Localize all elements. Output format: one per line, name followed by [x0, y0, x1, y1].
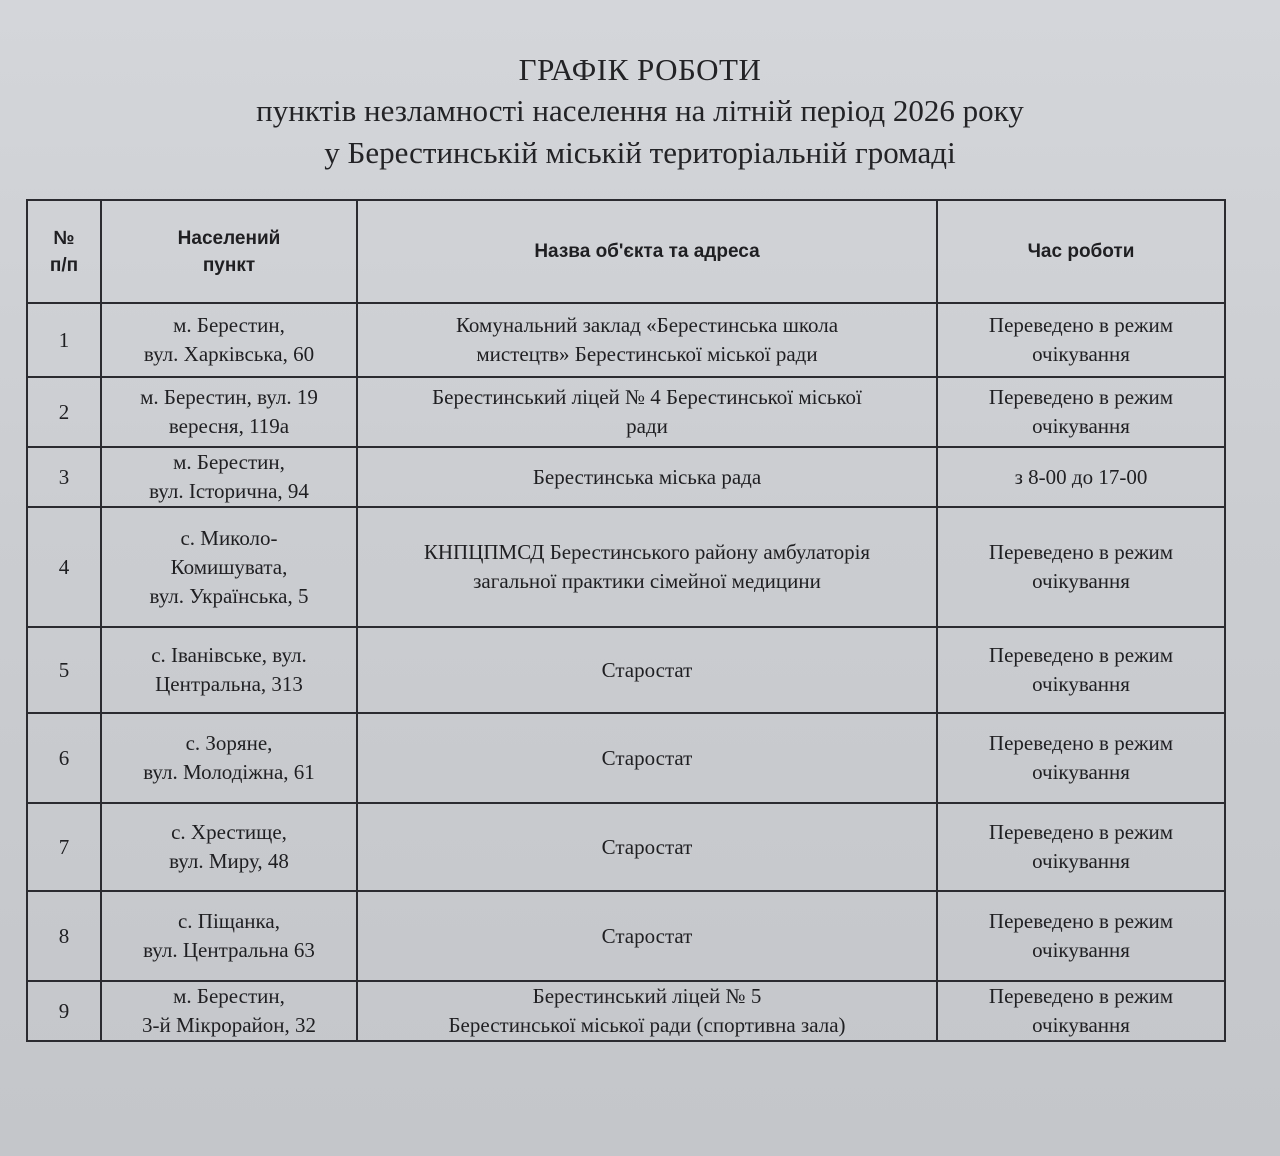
object-name-cell — [357, 803, 937, 891]
work-time-line: Переведено в режим — [988, 984, 1174, 1008]
object-name-cell — [357, 981, 937, 1041]
object-name-cell — [357, 891, 937, 981]
work-time-cell — [937, 891, 1225, 981]
row-number: 9 — [58, 998, 70, 1023]
object-name-cell — [357, 447, 937, 507]
object-name-cell — [357, 377, 937, 447]
location-line: вул. Миру, 48 — [169, 849, 289, 873]
object-name-line: Старостат — [601, 923, 693, 948]
table-row — [27, 891, 1225, 981]
work-time-cell — [937, 713, 1225, 803]
row-number: 5 — [58, 657, 70, 682]
work-time-cell — [937, 303, 1225, 377]
table-row — [27, 447, 1225, 507]
location-line: вул. Українська, 5 — [149, 583, 309, 608]
work-time-line: очікування — [1032, 342, 1130, 366]
location-cell — [101, 891, 357, 981]
work-time-line: Переведено в режим — [988, 731, 1174, 755]
header-object-name: Назва об'єкта та адреса — [357, 200, 937, 303]
location-line: вул. Молодіжна, 61 — [143, 760, 315, 784]
cropped-top-text — [720, 0, 1080, 8]
row-number-cell — [27, 713, 101, 803]
row-number: 3 — [58, 464, 70, 489]
location-cell — [101, 981, 357, 1041]
work-time-line: очікування — [1032, 760, 1130, 784]
work-time-cell — [937, 981, 1225, 1041]
location-line: с. Піщанка, — [177, 909, 280, 933]
object-name-line: мистецтв» Берестинської міської ради — [476, 342, 818, 366]
table-row — [27, 303, 1225, 377]
work-time-line: очікування — [1032, 414, 1130, 438]
object-name-cell — [357, 507, 937, 627]
location-line: м. Берестин, — [173, 313, 285, 337]
object-name-line: Комунальний заклад «Берестинська школа — [455, 313, 839, 337]
location-line: вересня, 119а — [168, 414, 290, 438]
work-time-line: Переведено в режим — [988, 313, 1174, 337]
object-name-line: Берестинський ліцей № 5 — [532, 984, 762, 1008]
document-subtitle-line1: пунктів незламності населення на літній період 2026 року — [256, 93, 1024, 128]
object-name-line: Берестинський ліцей № 4 Берестинської міської — [432, 385, 862, 409]
object-name-cell — [357, 627, 937, 713]
object-name-line: загальної практики сімейної медицини — [473, 569, 821, 593]
location-cell — [101, 507, 357, 627]
object-name-line: Старостат — [601, 745, 693, 770]
work-time-line: очікування — [1032, 569, 1130, 593]
table-row — [27, 377, 1225, 447]
row-number: 2 — [58, 399, 70, 424]
work-time-cell — [937, 507, 1225, 627]
table-row — [27, 803, 1225, 891]
header-num: № п/п — [27, 200, 101, 303]
row-number: 4 — [58, 554, 70, 579]
row-number: 6 — [58, 745, 70, 770]
row-number-cell — [27, 303, 101, 377]
location-cell — [101, 377, 357, 447]
row-number: 7 — [58, 834, 70, 859]
work-time-line: Переведено в режим — [988, 643, 1174, 667]
header-location: Населений пункт — [101, 200, 357, 303]
location-cell — [101, 627, 357, 713]
object-name-line: Берестинської міської ради (спортивна зала) — [448, 1013, 846, 1037]
object-name-line: Старостат — [601, 657, 693, 682]
row-number-cell — [27, 627, 101, 713]
document-subtitle-line2: у Берестинській міській територіальній громаді — [324, 135, 956, 170]
work-time-line: Переведено в режим — [988, 909, 1174, 933]
work-time-line: з 8-00 до 17-00 — [1014, 464, 1148, 489]
table-header-row — [27, 200, 1225, 303]
location-line: с. Зоряне, — [185, 731, 273, 755]
table-body — [27, 303, 1225, 1041]
row-number-cell — [27, 803, 101, 891]
table-row — [27, 981, 1225, 1041]
location-line: вул. Центральна 63 — [143, 938, 315, 962]
location-cell — [101, 447, 357, 507]
work-time-line: очікування — [1032, 849, 1130, 873]
location-cell — [101, 303, 357, 377]
row-number: 1 — [58, 327, 70, 352]
location-line: вул. Харківська, 60 — [143, 342, 315, 366]
document-title: ГРАФІК РОБОТИ — [518, 52, 762, 87]
row-number-cell — [27, 377, 101, 447]
location-line: с. Миколо- — [180, 525, 278, 550]
row-number: 8 — [58, 923, 70, 948]
row-number-cell — [27, 981, 101, 1041]
row-number-cell — [27, 507, 101, 627]
object-name-cell — [357, 713, 937, 803]
location-line: м. Берестин, — [173, 450, 285, 474]
location-line: вул. Історична, 94 — [149, 479, 309, 503]
work-time-cell — [937, 627, 1225, 713]
schedule-table — [26, 199, 1226, 1042]
object-name-line: Берестинська міська рада — [532, 464, 762, 489]
work-time-cell — [937, 377, 1225, 447]
table-row — [27, 713, 1225, 803]
header-work-time: Час роботи — [937, 200, 1225, 303]
location-line: Комишувата, — [170, 554, 288, 579]
location-cell — [101, 803, 357, 891]
location-line: 3-й Мікрорайон, 32 — [142, 1013, 316, 1037]
location-line: с. Іванівське, вул. — [151, 643, 307, 667]
work-time-line: очікування — [1032, 672, 1130, 696]
object-name-cell — [357, 303, 937, 377]
table-row — [27, 627, 1225, 713]
work-time-line: Переведено в режим — [988, 820, 1174, 844]
row-number-cell — [27, 447, 101, 507]
location-line: м. Берестин, вул. 19 — [140, 385, 318, 409]
object-name-line: КНПЦПМСД Берестинського району амбулаторія — [423, 540, 871, 564]
object-name-line: Старостат — [601, 834, 693, 859]
location-line: с. Хрестище, — [171, 820, 287, 844]
work-time-line: очікування — [1032, 938, 1130, 962]
work-time-line: Переведено в режим — [988, 385, 1174, 409]
location-cell — [101, 713, 357, 803]
location-line: м. Берестин, — [173, 984, 285, 1008]
work-time-cell — [937, 803, 1225, 891]
location-line: Центральна, 313 — [155, 672, 303, 696]
object-name-line: ради — [626, 414, 668, 438]
work-time-line: очікування — [1032, 1013, 1130, 1037]
table-row — [27, 507, 1225, 627]
work-time-cell — [937, 447, 1225, 507]
row-number-cell — [27, 891, 101, 981]
work-time-line: Переведено в режим — [988, 540, 1174, 564]
